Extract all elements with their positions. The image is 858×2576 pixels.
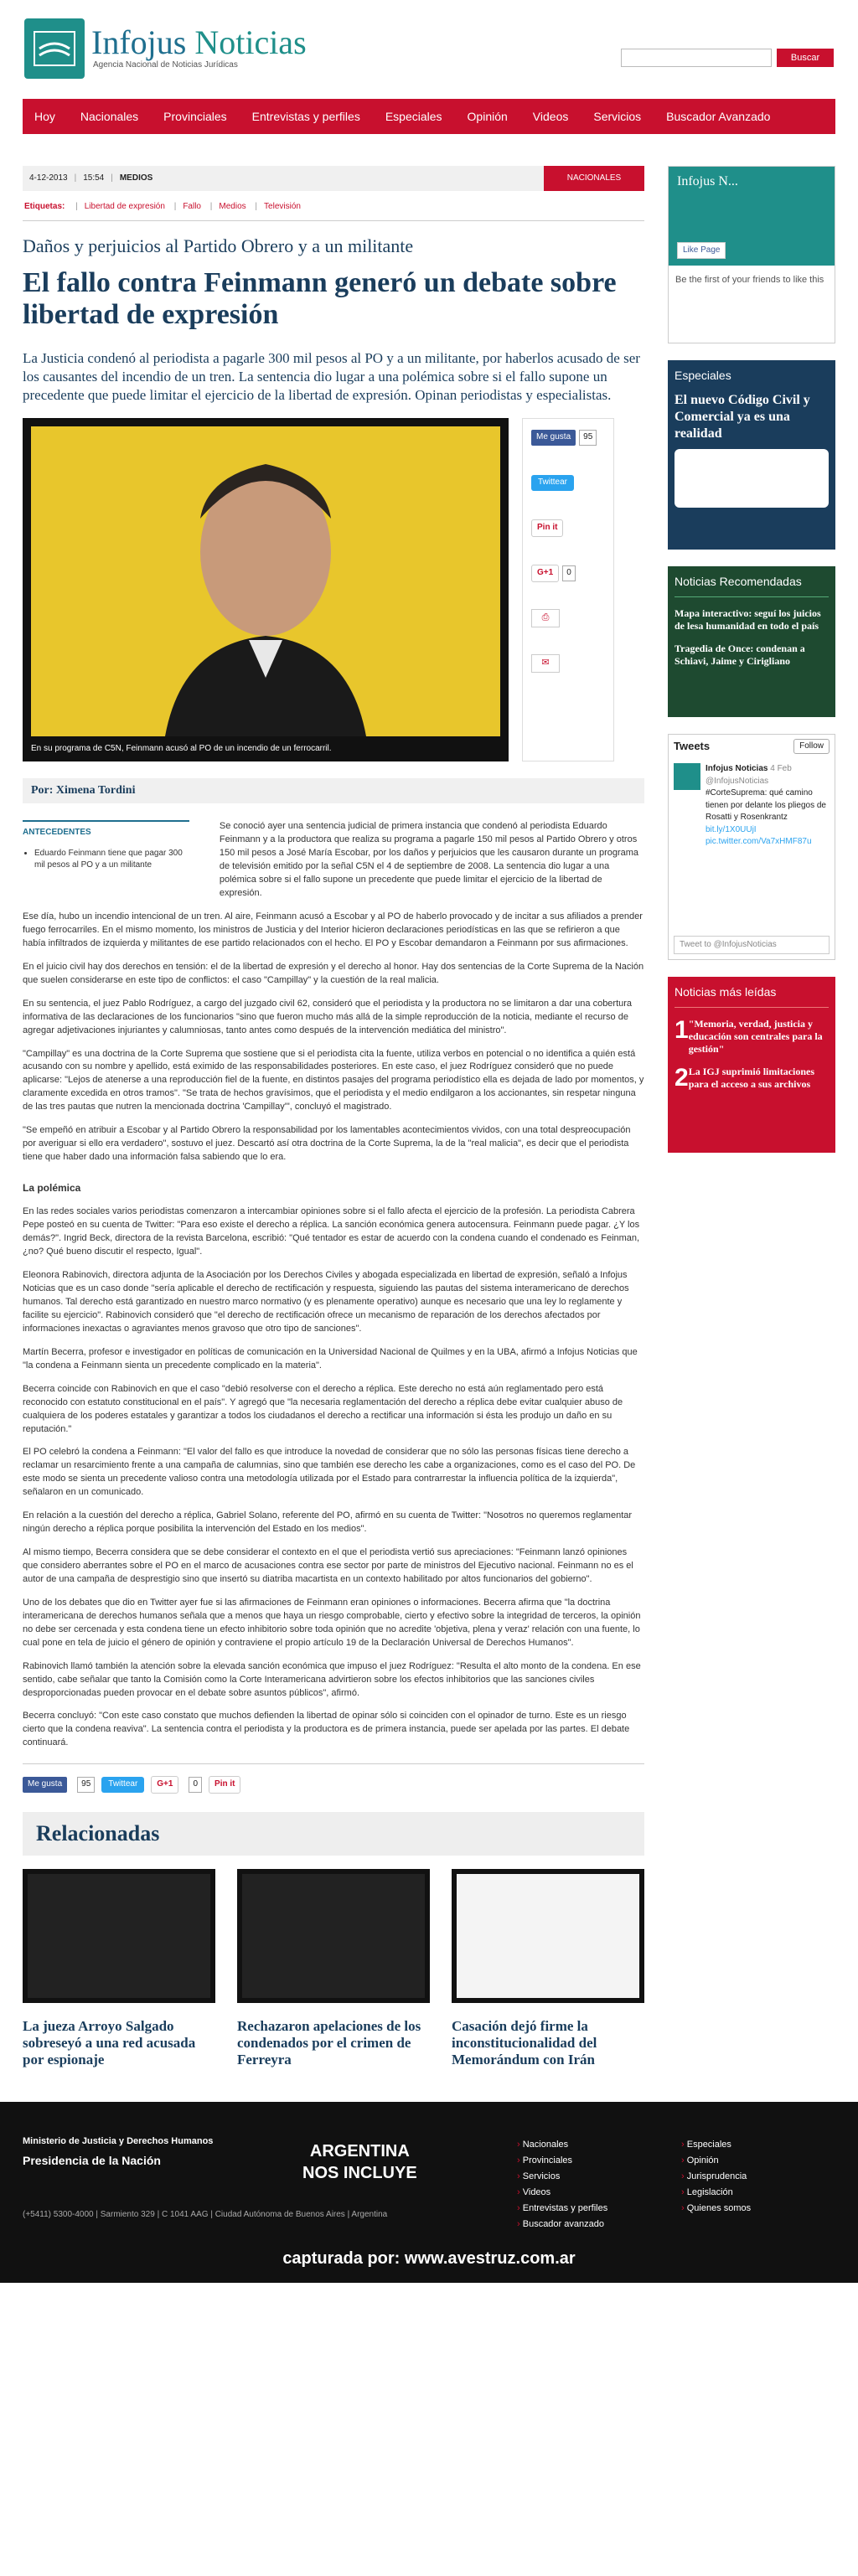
footer-link[interactable]: › Opinión [681, 2153, 751, 2169]
facebook-widget-text: Be the first of your friends to like this [675, 275, 824, 285]
related-item[interactable] [23, 1869, 215, 2068]
tweet-text: #CorteSuprema: qué camino tienen por delante los pliegos de Rosatti y Rosenkrantz [706, 788, 826, 822]
photo-caption: En su programa de C5N, Feinmann acusó al PO de un incendio de un ferrocarril. [31, 743, 332, 753]
article-time: 15:54 [83, 173, 105, 183]
footer-link[interactable]: › Legislación [681, 2185, 751, 2201]
related-image[interactable] [23, 1869, 215, 2003]
footer-link[interactable]: › Quienes somos [681, 2201, 751, 2217]
page [23, 0, 835, 2068]
tags-label: Etiquetas: [24, 202, 65, 211]
tweet [669, 758, 835, 854]
related-item-title[interactable]: Casación dejó firme la inconstitucionalidad del Memorándum con Irán [452, 2017, 597, 2068]
twitter-follow-button[interactable]: Follow [793, 739, 830, 755]
article-photo [23, 418, 509, 761]
nav-nacionales[interactable]: Nacionales [80, 109, 139, 123]
antecedentes-box [23, 820, 189, 901]
tag-item[interactable]: Medios [219, 202, 246, 211]
especiales-image[interactable] [675, 449, 829, 508]
article-headline: El fallo contra Feinmann generó un debate sobre libertad de expresión [23, 267, 617, 331]
article-paragraph: "Campillay" es una doctrina de la Corte Suprema que sostiene que si el periodista cita la fuente, utiliza verbos en potencial o no identifica a quién está acusando con su nombre y apellido, está eximido de las responsabilidades posteriores. En este caso, el juez Rodríguez consideró que no puede aplicarse: "Lejos de atenerse a una reproducción fiel de la fuente, en distintos pasajes del programa periodístico ella es dejada de lado por momentos, y claramente excedida en otros tramos". "Se trata de hechos gravísimos, que el periodista y el medio endilgaron a los accionantes, sin respetar ninguna de las tres pautas que nutren la mencionada doctrina 'Campillay'", concluyó el magistrado. [23, 1048, 644, 1112]
footer-links-b [681, 2137, 751, 2217]
avatar[interactable] [674, 763, 700, 790]
facebook-widget [668, 166, 835, 343]
tweet-button[interactable]: Twittear [101, 1777, 144, 1793]
article-paragraph: Martín Becerra, profesor e investigador en políticas de comunicación en la Universidad Nacional de Quilmes y en la UBA, afirmó a Infojus Noticias que "la condena a Feinmann sienta un precedente complicado en la materia". [23, 1346, 638, 1371]
tweet-link[interactable]: bit.ly/1X0UUjI pic.twitter.com/Va7xHMF87u [706, 824, 812, 846]
facebook-like-button[interactable]: Me gusta [531, 430, 576, 446]
google-plus-count: 0 [189, 1777, 202, 1793]
article-paragraph: Becerra concluyó: "Con este caso constato que muchos defienden la libertad de opinar sólo si coinciden con el opinador de turno. Este es un riesgo cierto que la condena reaviva". La sentencia contra el periodista y la productora es de primera instancia, puede ser apelada por las partes. El debate continuará. [23, 1711, 630, 1748]
ministerio-name: Ministerio de Justicia y Derechos Humanos [23, 2135, 214, 2146]
tweet-handle: @InfojusNoticias [706, 776, 769, 786]
footer-link[interactable]: › Videos [517, 2185, 607, 2201]
article-first-paragraph: Se conoció ayer una sentencia judicial de primera instancia que condenó al periodista Eduardo Feinmann y a la productora que realiza su programa a pagarle 150 mil pesos al Partido Obrero y otros 150 mil pesos a José María Escobar, por los daños y perjuicios que les causaron durante un programa de televisión emitido por la señal C5N el 4 de septiembre de 2008. La sentencia dio lugar a una polémica sobre si el fallo supone un precedente que puede limitar el ejercicio de la libertad de expresión. [219, 821, 639, 899]
main-nav [23, 99, 835, 134]
tags: Etiquetas: | Libertad de expresión | Fallo | Medios | Televisión [24, 202, 301, 211]
related-item[interactable] [237, 1869, 430, 2068]
footer-link[interactable]: › Nacionales [517, 2137, 607, 2153]
antecedentes-link[interactable]: • Eduardo Feinmann tiene que pagar 300 mil pesos al PO y a un militante [34, 848, 189, 872]
article-paragraph: Uno de los debates que dio en Twitter ayer fue si las afirmaciones de Feinmann eran opiniones o informaciones. Becerra afirma que "la doctrina interamericana de derechos humanos señala que a menos que haya un riesgo comprobable, cierto y efectivo sobre la integridad de terceros, la opinión no debe ser cercenada y esta condena tiene un efecto inhibitorio sobre toda opinión que no acredite 'objetiva, plena y veraz' relación con una fuente, lo cual pone en tela de juicio el género de opinión y contraviene el propio artículo 19 de la Declaración Universal de Derechos Humanos". [23, 1597, 641, 1648]
article-paragraph: El PO celebró la condena a Feinmann: "El valor del fallo es que introduce la novedad de considerar que no sólo las personas físicas tiene derecho a reclamar un resarcimiento frente a una campaña de calumnias, sino que también ese derecho les cabe a organizaciones, como es el caso del PO. De este modo se sienta un precedente valioso contra una metodología utilizada por el Estado para contrarrestar la influencia política de la izquierda", señalaron en un comunicado. [23, 1447, 636, 1498]
mas-leida-item[interactable] [675, 1018, 829, 1056]
especiales-title: Especiales [675, 369, 731, 382]
footer-link[interactable]: › Entrevistas y perfiles [517, 2201, 607, 2217]
recomendada-item[interactable]: Mapa interactivo: seguí los juicios de lesa humanidad en todo el país [675, 607, 821, 632]
capture-credit: capturada por: www.avestruz.com.ar [282, 2248, 576, 2268]
pinterest-button[interactable]: Pin it [531, 519, 563, 537]
mas-leida-item[interactable] [675, 1066, 829, 1091]
site-footer [0, 2102, 858, 2283]
twitter-widget [668, 734, 835, 960]
tweet-to-input[interactable]: Tweet to @InfojusNoticias [674, 936, 830, 954]
article-paragraph: En las redes sociales varios periodistas comenzaron a intercambiar opiniones sobre si el fallo afecta el ejercicio de la profesión. La periodista Cabrera Pepe posteó en su cuenta de Twitter: "Para eso existe el derecho a réplica. La sanción económica genera autocensura. Feinmann puede pagar. ¿Y los demás?". Ingrid Beck, directora de la revista Barcelona, escribió: "Qué tentador es estar de acuerdo con la condena cuando el condenado es Feinman, ¿no? Qué bueno discutir el respecto, Igual". [23, 1206, 640, 1257]
article-subhead: La polémica [23, 1182, 81, 1195]
facebook-page-name[interactable]: Infojus N... [677, 174, 738, 188]
mas-leidas-box [668, 977, 835, 1153]
footer-link[interactable]: › Provinciales [517, 2153, 607, 2169]
section-badge[interactable]: NACIONALES [544, 166, 644, 191]
footer-links-a [517, 2137, 607, 2233]
especiales-headline[interactable]: El nuevo Código Civil y Comercial ya es una realidad [675, 393, 810, 441]
site-logo[interactable] [24, 18, 307, 79]
article-paragraph: En el juicio civil hay dos derechos en tensión: el de la libertad de expresión y el derecho al honor. Hay dos sentencias de la Corte Suprema de la Nación que suelen considerarse en este tipo de conflictos: el caso "Campillay" y la cuestión de la real malicia. [23, 961, 644, 985]
article-paragraph: Rabinovich llamó también la atención sobre la elevada sanción económica que impuso el juez Rodríguez: "Resulta el alto monto de la condena. En ese sentido, cabe señalar que tanto la Comisión como la Corte Interamericana advirtieron sobre los efectos inhibitorios que las sanciones civiles desproporcionadas pueden provocar en el debate sobre asuntos públicos", afirmó. [23, 1660, 641, 1698]
footer-link[interactable]: › Jurisprudencia [681, 2169, 751, 2185]
nav-servicios[interactable]: Servicios [593, 109, 642, 123]
facebook-count: 95 [77, 1777, 95, 1793]
article-paragraph: En relación a la cuestión del derecho a réplica, Gabriel Solano, referente del PO, afirmó en su cuenta de Twitter: "Nosotros no queremos reglamentar ningún derecho a réplica porque posibilita la intervención del Estado en los medios". [23, 1510, 633, 1535]
article-paragraph: Eleonora Rabinovich, directora adjunta de la Asociación por los Derechos Civiles y abogada especializada en libertad de expresión, señaló a Infojus Noticias que es un caso donde "sería aplicable el derecho de rectificación y respuesta, siguiendo las pautas del sistema interamericano de derechos humanos. Tal derecho está garantizado en nuestro marco normativo (y es plenamente operativo) aunque es necesario que una ley lo reglamente y facilite su ejercicio". Rabinovich consideró que "el derecho de rectificación ofrece un mecanismo de reparación de los derechos afectados por informaciones inexactas o agraviantes menos gravoso que otro tipo de sanciones". [23, 1270, 629, 1334]
facebook-like-button[interactable]: Me gusta [23, 1777, 67, 1793]
article-paragraph: Ese día, hubo un incendio intencional de un tren. Al aire, Feinmann acusó a Escobar y al PO de haberlo provocado y de incitar a sus afiliados a prender fuego ferrocarriles. En el mismo momento, los ministros de Justicia y del Interior hicieron declaraciones periodísticas en las que se refirieron a que había infiltrados de izquierda y militantes de ese partido relacionados con el hecho. El PO y Escobar demandaron a Feinmann por sus afirmaciones. [23, 911, 643, 948]
logo-emblem [24, 18, 85, 79]
argentina-logo: ARGENTINA NOS INCLUYE [302, 2141, 417, 2182]
footer-link[interactable]: › Especiales [681, 2137, 751, 2153]
facebook-like-page-button[interactable]: Like Page [677, 242, 726, 260]
tag-item[interactable]: Televisión [264, 202, 301, 211]
article-meta: 4-12-2013 | 15:54 | MEDIOS NACIONALES [23, 166, 644, 191]
google-plus-count: 0 [562, 565, 576, 581]
nav-provinciales[interactable]: Provinciales [163, 109, 227, 123]
nav-hoy[interactable]: Hoy [34, 109, 55, 123]
article-kicker: Daños y perjuicios al Partido Obrero y a un militante [23, 235, 414, 256]
search-form [621, 49, 834, 67]
nav-entrevistas[interactable]: Entrevistas y perfiles [251, 109, 360, 123]
recomendada-item[interactable]: Tragedia de Once: condenan a Schiavi, Jaime y Cirigliano [675, 643, 805, 668]
nav-videos[interactable]: Videos [532, 109, 569, 123]
tweet-date: 4 Feb [770, 764, 792, 773]
logo-name: Infojus Noticias [91, 23, 307, 61]
related-title: Relacionadas [23, 1812, 644, 1856]
share-panel [522, 418, 614, 761]
related-item[interactable] [452, 1869, 644, 2068]
portrait-image [148, 426, 383, 736]
pinterest-button[interactable]: Pin it [209, 1776, 240, 1794]
related-item-title[interactable]: La jueza Arroyo Salgado sobreseyó a una red acusada por espionaje [23, 2017, 196, 2068]
mas-leida-title[interactable]: La IGJ suprimió limitaciones para el acceso a sus archivos [688, 1066, 815, 1091]
search-button[interactable]: Buscar [777, 49, 834, 67]
especiales-box [668, 360, 835, 550]
article-paragraph: En su sentencia, el juez Pablo Rodríguez, a cargo del juzgado civil 62, consideró que el periodista y la productora no se limitaron a dar una cobertura informativa de las declaraciones de los funcionarios "sino que fueron mucho más allá de la simple reproducción de la noticia, mediante el recurso de agregar adjetivaciones injuriantes y calumniosas, tanto antes como después de la intervención mediática del ministro". [23, 998, 633, 1035]
related-list [23, 1869, 644, 2068]
footer-link[interactable]: › Buscador avanzado [517, 2217, 607, 2233]
google-plus-button[interactable]: G+1 [151, 1776, 178, 1794]
article-date: 4-12-2013 [29, 173, 68, 183]
tweet-button[interactable]: Twittear [531, 475, 574, 491]
mas-leidas-title: Noticias más leídas [675, 983, 829, 1008]
article-lead: La Justicia condenó al periodista a pagarle 300 mil pesos al PO y a un militante, por haberlos acusado de ser los causantes del incendio de un tren. La sentencia dio lugar a una polémica sobre si el fallo supone un precedente que puede limitar el ejercicio de la libertad de expresión. Opinan periodistas y especialistas. [23, 350, 640, 404]
rank-number: 1 [675, 1016, 689, 1045]
related-image[interactable] [237, 1869, 430, 2003]
bottom-share-bar [23, 1763, 644, 1794]
tag-item[interactable]: Fallo [183, 202, 201, 211]
article-author: Por: Ximena Tordini [23, 778, 644, 803]
tag-item[interactable]: Libertad de expresión [84, 202, 165, 211]
google-plus-button[interactable]: G+1 [531, 565, 559, 582]
related-image[interactable] [452, 1869, 644, 2003]
nav-especiales[interactable]: Especiales [385, 109, 442, 123]
footer-address: (+5411) 5300-4000 | Sarmiento 329 | C 1041 AAG | Ciudad Autónoma de Buenos Aires | Argentina [23, 2209, 388, 2219]
tweets-title: Tweets [674, 739, 711, 752]
print-icon[interactable]: ⎙ [531, 609, 560, 627]
ministerio-logo[interactable] [23, 2135, 213, 2169]
recomendadas-title: Noticias Recomendadas [675, 573, 829, 597]
footer-link[interactable]: › Servicios [517, 2169, 607, 2185]
recomendadas-box [668, 566, 835, 717]
logo-subtitle: Agencia Nacional de Noticias Jurídicas [93, 59, 238, 70]
site-header [23, 0, 835, 82]
sidebar [668, 166, 835, 2068]
facebook-count: 95 [579, 430, 597, 446]
search-input[interactable] [621, 49, 772, 67]
rank-number: 2 [675, 1064, 689, 1092]
article-column [23, 166, 644, 2068]
nav-opinion[interactable]: Opinión [467, 109, 508, 123]
article-paragraph: Al mismo tiempo, Becerra considera que se debe considerar el contexto en el que el periodista vertió sus apreciaciones: "Feinmann lanzó opiniones que considero aberrantes sobre el PO en el marco de acusaciones contra ese sector por parte de ministros del Ejecutivo nacional. Feinmann no es el autor de una campaña de desprestigio sino que insertó su diatriba macartista en un contexto habilitado por altos funcionarios del gobierno". [23, 1547, 633, 1584]
article-paragraph: "Se empeñó en atribuir a Escobar y al Partido Obrero la responsabilidad por los lamentables acontecimientos vividos, con una total despreocupación por averiguar si ello era verdadero", sostuvo el juez. Descartó así otra doctrina de la Corte Suprema, la de la "real malicia", es decir que el periodista tiene que haber dado una información falsa sabiendo que lo era. [23, 1125, 631, 1163]
article-paragraph: Becerra coincide con Rabinovich en que el caso "debió resolverse con el derecho a réplica. Este derecho no está aún reglamentado pero está reconocido con estatuto constitucional en el país". Y agregó que "la necesaria reglamentación del derecho a réplica debe evitar cualquier abuso de cualquiera de los poderes estatales y garantizar a todos los ciudadanos el derecho a rectificar una información si ésta les produjo un daño en su reputación." [23, 1383, 623, 1434]
nav-buscador[interactable]: Buscador Avanzado [666, 109, 771, 123]
antecedentes-title: ANTECEDENTES [23, 828, 91, 838]
presidencia-name: Presidencia de la Nación [23, 2153, 161, 2167]
email-icon[interactable]: ✉ [531, 654, 560, 673]
tweet-user[interactable]: Infojus Noticias [706, 764, 768, 773]
related-item-title[interactable]: Rechazaron apelaciones de los condenados por el crimen de Ferreyra [237, 2017, 421, 2068]
mas-leida-title[interactable]: "Memoria, verdad, justicia y educación son centrales para la gestión" [688, 1018, 823, 1056]
article-section: MEDIOS [119, 173, 153, 183]
